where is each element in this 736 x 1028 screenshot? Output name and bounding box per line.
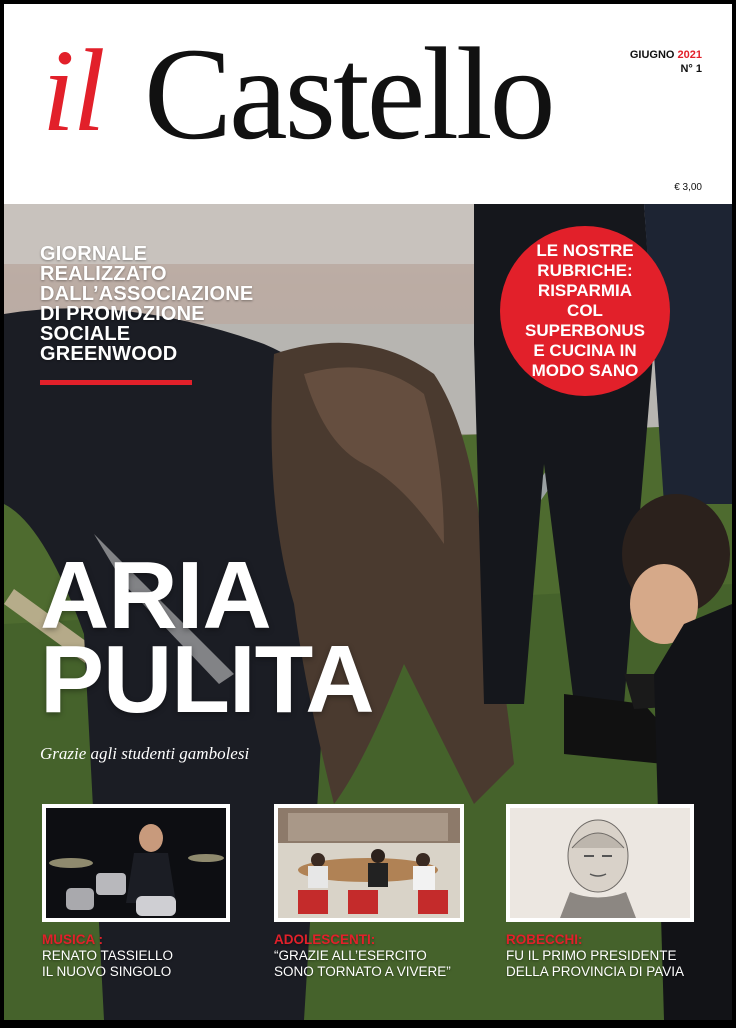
feature-caption-music	[42, 932, 252, 980]
robecchi-portrait-image	[510, 808, 690, 918]
thumbnail-drummer	[42, 804, 230, 922]
badge-line: MODO SANO	[531, 361, 639, 380]
tagline-line: DALL’ASSOCIAZIONE	[40, 283, 254, 305]
badge-line: LE NOSTRE	[536, 241, 634, 260]
badge-line: RISPARMIA COL	[537, 281, 633, 320]
tagline-line: GIORNALE	[40, 243, 148, 265]
feature-caption-robecchi	[506, 932, 716, 980]
tagline-line: SOCIALE	[40, 323, 131, 345]
feature-line: DELLA PROVINCIA DI PAVIA	[506, 964, 685, 979]
feature-line: RENATO TASSIELLO	[42, 948, 174, 963]
tagline-underline	[40, 380, 192, 385]
issue-month: GIUGNO	[629, 49, 675, 61]
drummer-image	[46, 808, 226, 918]
issue-number: N° 1	[680, 63, 702, 75]
logo-il: il	[42, 25, 104, 156]
thumbnail-robecchi-portrait	[506, 804, 694, 922]
headline-line-1: ARIA	[40, 542, 271, 649]
rubriche-badge	[500, 226, 670, 396]
magazine-cover	[4, 4, 732, 1020]
feature-line: SONO TORNATO A VIVERE”	[274, 964, 451, 979]
feature-kicker: MUSICA :	[42, 932, 103, 947]
cover-headline	[40, 542, 374, 733]
cover-photo	[4, 204, 732, 1020]
tagline-line: DI PROMOZIONE	[40, 303, 205, 325]
masthead	[4, 4, 732, 204]
tagline	[40, 244, 280, 364]
thumbnail-classroom	[274, 804, 464, 922]
feature-line: IL NUOVO SINGOLO	[42, 964, 172, 979]
feature-kicker: ADOLESCENTI:	[274, 932, 376, 947]
tagline-line: GREENWOOD	[40, 343, 178, 365]
feature-line: FU IL PRIMO PRESIDENTE	[506, 948, 677, 963]
badge-line: E CUCINA IN	[533, 341, 637, 360]
tagline-line: REALIZZATO	[40, 263, 167, 285]
headline-line-2: PULITA	[40, 626, 374, 733]
logo-castello: Castello	[144, 20, 553, 167]
issue-info	[630, 48, 702, 76]
classroom-image	[278, 808, 460, 918]
cover-price: € 3,00	[674, 182, 702, 193]
feature-line: “GRAZIE ALL’ESERCITO	[274, 948, 427, 963]
badge-line: SUPERBONUS	[525, 321, 645, 340]
badge-line: RUBRICHE:	[537, 261, 633, 280]
feature-kicker: ROBECCHI:	[506, 932, 583, 947]
feature-caption-adolescenti	[274, 932, 484, 980]
issue-date	[630, 48, 702, 62]
headline-subtitle: Grazie agli studenti gambolesi	[40, 744, 250, 763]
issue-year: 2021	[677, 49, 702, 61]
rubriche-badge-text	[520, 241, 650, 381]
